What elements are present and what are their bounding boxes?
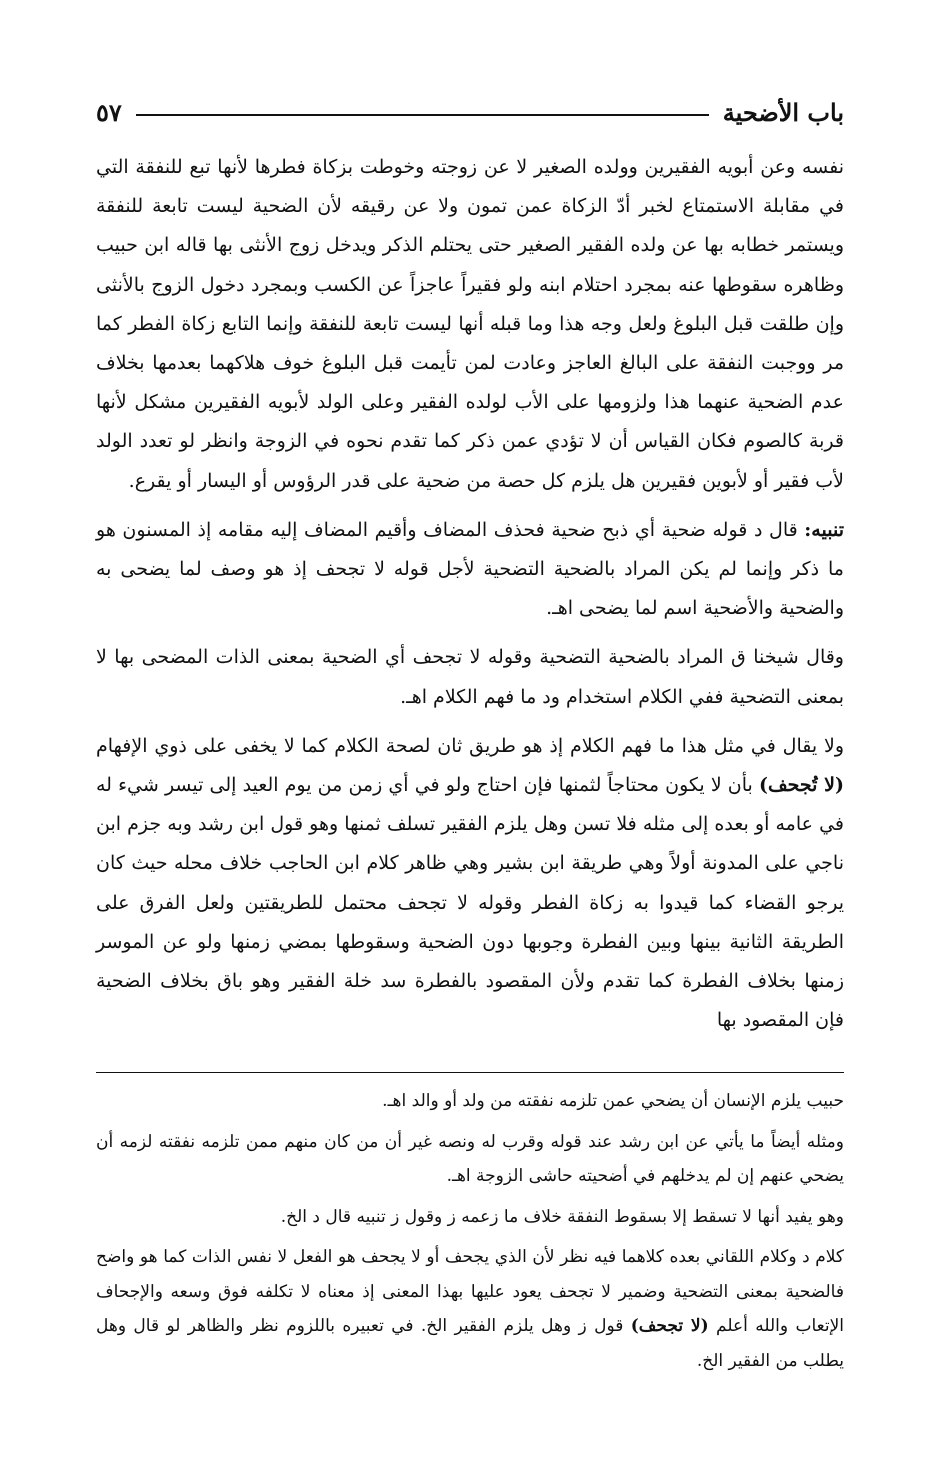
footnote-text: قول ز وهل يلزم الفقير الخ. في تعبيره باللزوم نظر والظاهر لو قال وهل يطلب من الفقير الخ. <box>96 1316 844 1371</box>
header-rule <box>136 114 709 116</box>
footnote-text: كلام د وكلام اللقاني بعده كلاهما فيه نظر لأن الذي يجحف أو لا يجحف هو الفعل لا نفس الذات كما هو واضح فالضحية بمعنى التضحية وضمير لا تجحف يعود عليها بهذا المعنى إذ معناه لا تكلفه فوق وسعه والإجحاف الإتعاب والله أعلم <box>96 1247 844 1336</box>
chapter-title: باب الأضحية <box>722 97 844 127</box>
paragraph: وقال شيخنا ق المراد بالضحية التضحية وقوله لا تجحف أي الضحية بمعنى الذات المضحى بها لا بمعنى التضحية ففي الكلام استخدام ود ما فهم الكلام اهـ. <box>96 646 844 708</box>
paragraph-text: ولا يقال في مثل هذا ما فهم الكلام إذ هو طريق ثان لصحة الكلام كما لا يخفى على ذوي الإفهام <box>96 734 844 757</box>
quoted-term: (لا تجحف) <box>630 1316 709 1336</box>
footnote-divider <box>96 1072 844 1073</box>
note-paragraph <box>96 511 844 629</box>
footnote: وهو يفيد أنها لا تسقط إلا بسقوط النفقة خلاف ما زعمه ز وقول ز تنبيه قال د الخ. <box>280 1206 844 1227</box>
running-header <box>96 92 844 132</box>
footnote: حبيب يلزم الإنسان أن يضحي عمن تلزمه نفقته من ولد أو والد اهـ. <box>382 1091 844 1111</box>
note-text: قال د قوله ضحية أي ذبح ضحية فحذف المضاف وأقيم المضاف إليه مقامه إذ المسنون هو ما ذكر وإنما لم يكن المراد بالضحية التضحية لأجل قوله لا تجحف إذ هو وصف لما يضحى به والضحية والأضحية اسم لما يضحى اهـ. <box>96 518 844 620</box>
note-label: تنبيه: <box>804 518 844 541</box>
quoted-term: (لا تُجحف) <box>758 774 844 797</box>
footnote <box>96 1240 844 1378</box>
paragraph: نفسه وعن أبويه الفقيرين وولده الصغير لا عن زوجته وخوطت بزكاة فطرها لأنها تبع للنفقة التي في مقابلة الاستمتاع لخبر أدّ الزكاة عمن تمون ولا عن رقيقه لأن الضحية ليست تابعة للنفقة ويستمر خطابه بها عن ولده الفقير الصغير حتى يحتلم الذكر ويدخل زوج الأنثى بها قاله ابن حبيب وظاهره سقوطها عنه بمجرد احتلام ابنه ولو فقيراً عاجزاً عن الكسب وبمجرد دخول الزوج بالأنثى وإن طلقت قبل البلوغ ولعل وجه هذا وما قبله أنها ليست تابعة للنفقة وإنما التابع زكاة الفطر كما مر ووجبت النفقة على البالغ العاجز وعادت لمن تأيمت قبل البلوغ خوف هلاكهما بعدمها بخلاف عدم الضحية عنهما هذا ولزومها على الأب لولده الفقير وعلى الولد لأبويه الفقيرين مشكل لأنها قربة كالصوم فكان القياس أن لا تؤدي عمن ذكر كما تقدم نحوه في الزوجة وانظر لو تعدد الولد لأب فقير أو لأبوين فقيرين هل يلزم كل حصة من ضحية على قدر الرؤوس أو اليسار أو يقرع. <box>96 156 845 492</box>
main-text <box>96 148 844 1040</box>
footnotes <box>96 1084 844 1378</box>
footnote: ومثله أيضاً ما يأتي عن ابن رشد عند قوله وقرب له ونصه غير أن من كان منهم ممن تلزمه نفقته لزمه أن يضحي عنهم إن لم يدخلهم في أضحيته حاشى الزوجة اهـ. <box>96 1131 844 1186</box>
paragraph <box>96 727 844 1041</box>
paragraph-text: بأن لا يكون محتاجاً لثمنها فإن احتاج ولو في أي زمن من يوم العيد إلى تيسر شيء له في عامه أو بعده إلى مثله فلا تسن وهل يلزم الفقير تسلف ثمنها وهو قول ابن رشد وبه جزم ابن ناجي على المدونة أولاً وهي طريقة ابن بشير وهي ظاهر كلام ابن الحاجب خلاف محله حيث كان يرجو القضاء كما قيدوا به زكاة الفطر وقوله لا تجحف محتمل للطريقتين ولعل الفرق على الطريقة الثانية بينها وبين الفطرة وجوبها دون الضحية وسقوطها بمضي زمنها ولو عن الموسر زمنها بخلاف الفطرة كما تقدم ولأن المقصود بالفطرة سد خلة الفقير وهو باق بخلاف الضحية فإن المقصود بها <box>96 774 844 1032</box>
page-number: ٥٧ <box>96 97 122 127</box>
